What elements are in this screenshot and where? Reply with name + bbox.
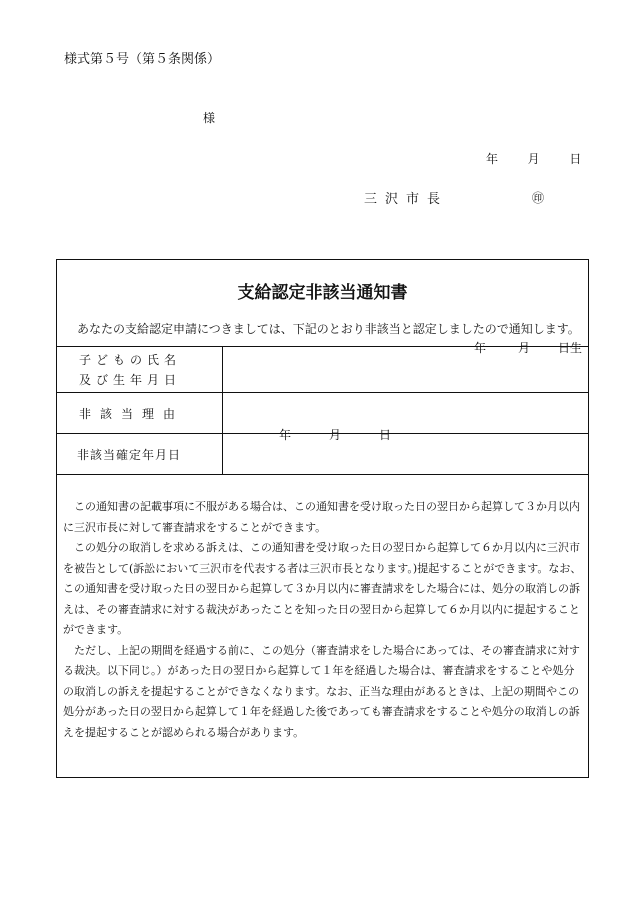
issue-date-month: 月 (527, 152, 540, 166)
seal-mark: ㊞ (532, 191, 545, 205)
form-number: 様式第５号（第５条関係） (64, 52, 221, 67)
issue-date-year: 年 (486, 152, 499, 166)
notice-intro: あなたの支給認定申請につきましては、下記のとおり非該当と認定しましたので通知します。 (77, 322, 580, 336)
reason-cell[interactable] (223, 393, 589, 434)
table-row (57, 393, 588, 434)
fixed-month-label: 月 (329, 428, 342, 442)
issuer-name: 三沢市長 (364, 192, 449, 207)
fixed-date-cell[interactable] (223, 428, 589, 475)
issue-date-day: 日 (569, 152, 582, 166)
notice-table (57, 341, 588, 475)
fixed-date-label: 非該当確定年月日 (57, 434, 223, 475)
notice-frame (56, 259, 589, 778)
birth-day-label: 日生 (558, 341, 583, 355)
table-row (57, 347, 588, 393)
appeal-paragraph-3: ただし、上記の期間を経過する前に、この処分（審査請求をした場合にあっては、その審査請求に対する裁決。以下同じ。）があった日の翌日から起算して１年を経過した場合は、審査請求をすることや処分の取消しの訴えを提起することができなくなります。なお、正当な理由があるときは、上記の期間やこの処分があった日の翌日から起算して１年を経過した後であっても審査請求をすることや処分の取消しの訴えを提起することが認められる場合があります。 (63, 643, 580, 739)
appeal-paragraph-2: この処分の取消しを求める訴えは、この通知書を受け取った日の翌日から起算して６か月以内に三沢市を被告として(訴訟において三沢市を代表する者は三沢市長となります。)提起することができます。なお、この通知書を受け取った日の翌日から起算して３か月以内に審査請求をした場合には、処分の取消しの訴えは、その審査請求に対する裁決があったことを知った日の翌日から起算して６か月以内に提起することができます。 (63, 541, 582, 636)
notice-title: 支給認定非該当通知書 (237, 283, 408, 303)
child-name-label-line1: 子どもの氏名 (79, 352, 182, 367)
issue-date (486, 150, 581, 167)
child-name-label-line2: 及び生年月日 (79, 372, 182, 387)
appeal-notice (63, 497, 585, 743)
child-name-cell[interactable] (223, 341, 589, 393)
table-row (57, 434, 588, 475)
birth-year-label: 年 (474, 341, 487, 355)
reason-label: 非該当理由 (57, 393, 223, 434)
fixed-day-label: 日 (379, 428, 392, 442)
child-name-label (57, 347, 223, 393)
addressee-suffix: 様 (203, 111, 216, 125)
birth-month-label: 月 (518, 341, 531, 355)
appeal-paragraph-1: この通知書の記載事項に不服がある場合は、この通知書を受け取った日の翌日から起算して３か月以内に三沢市長に対して審査請求をすることができます。 (63, 500, 580, 534)
fixed-year-label: 年 (279, 428, 292, 442)
